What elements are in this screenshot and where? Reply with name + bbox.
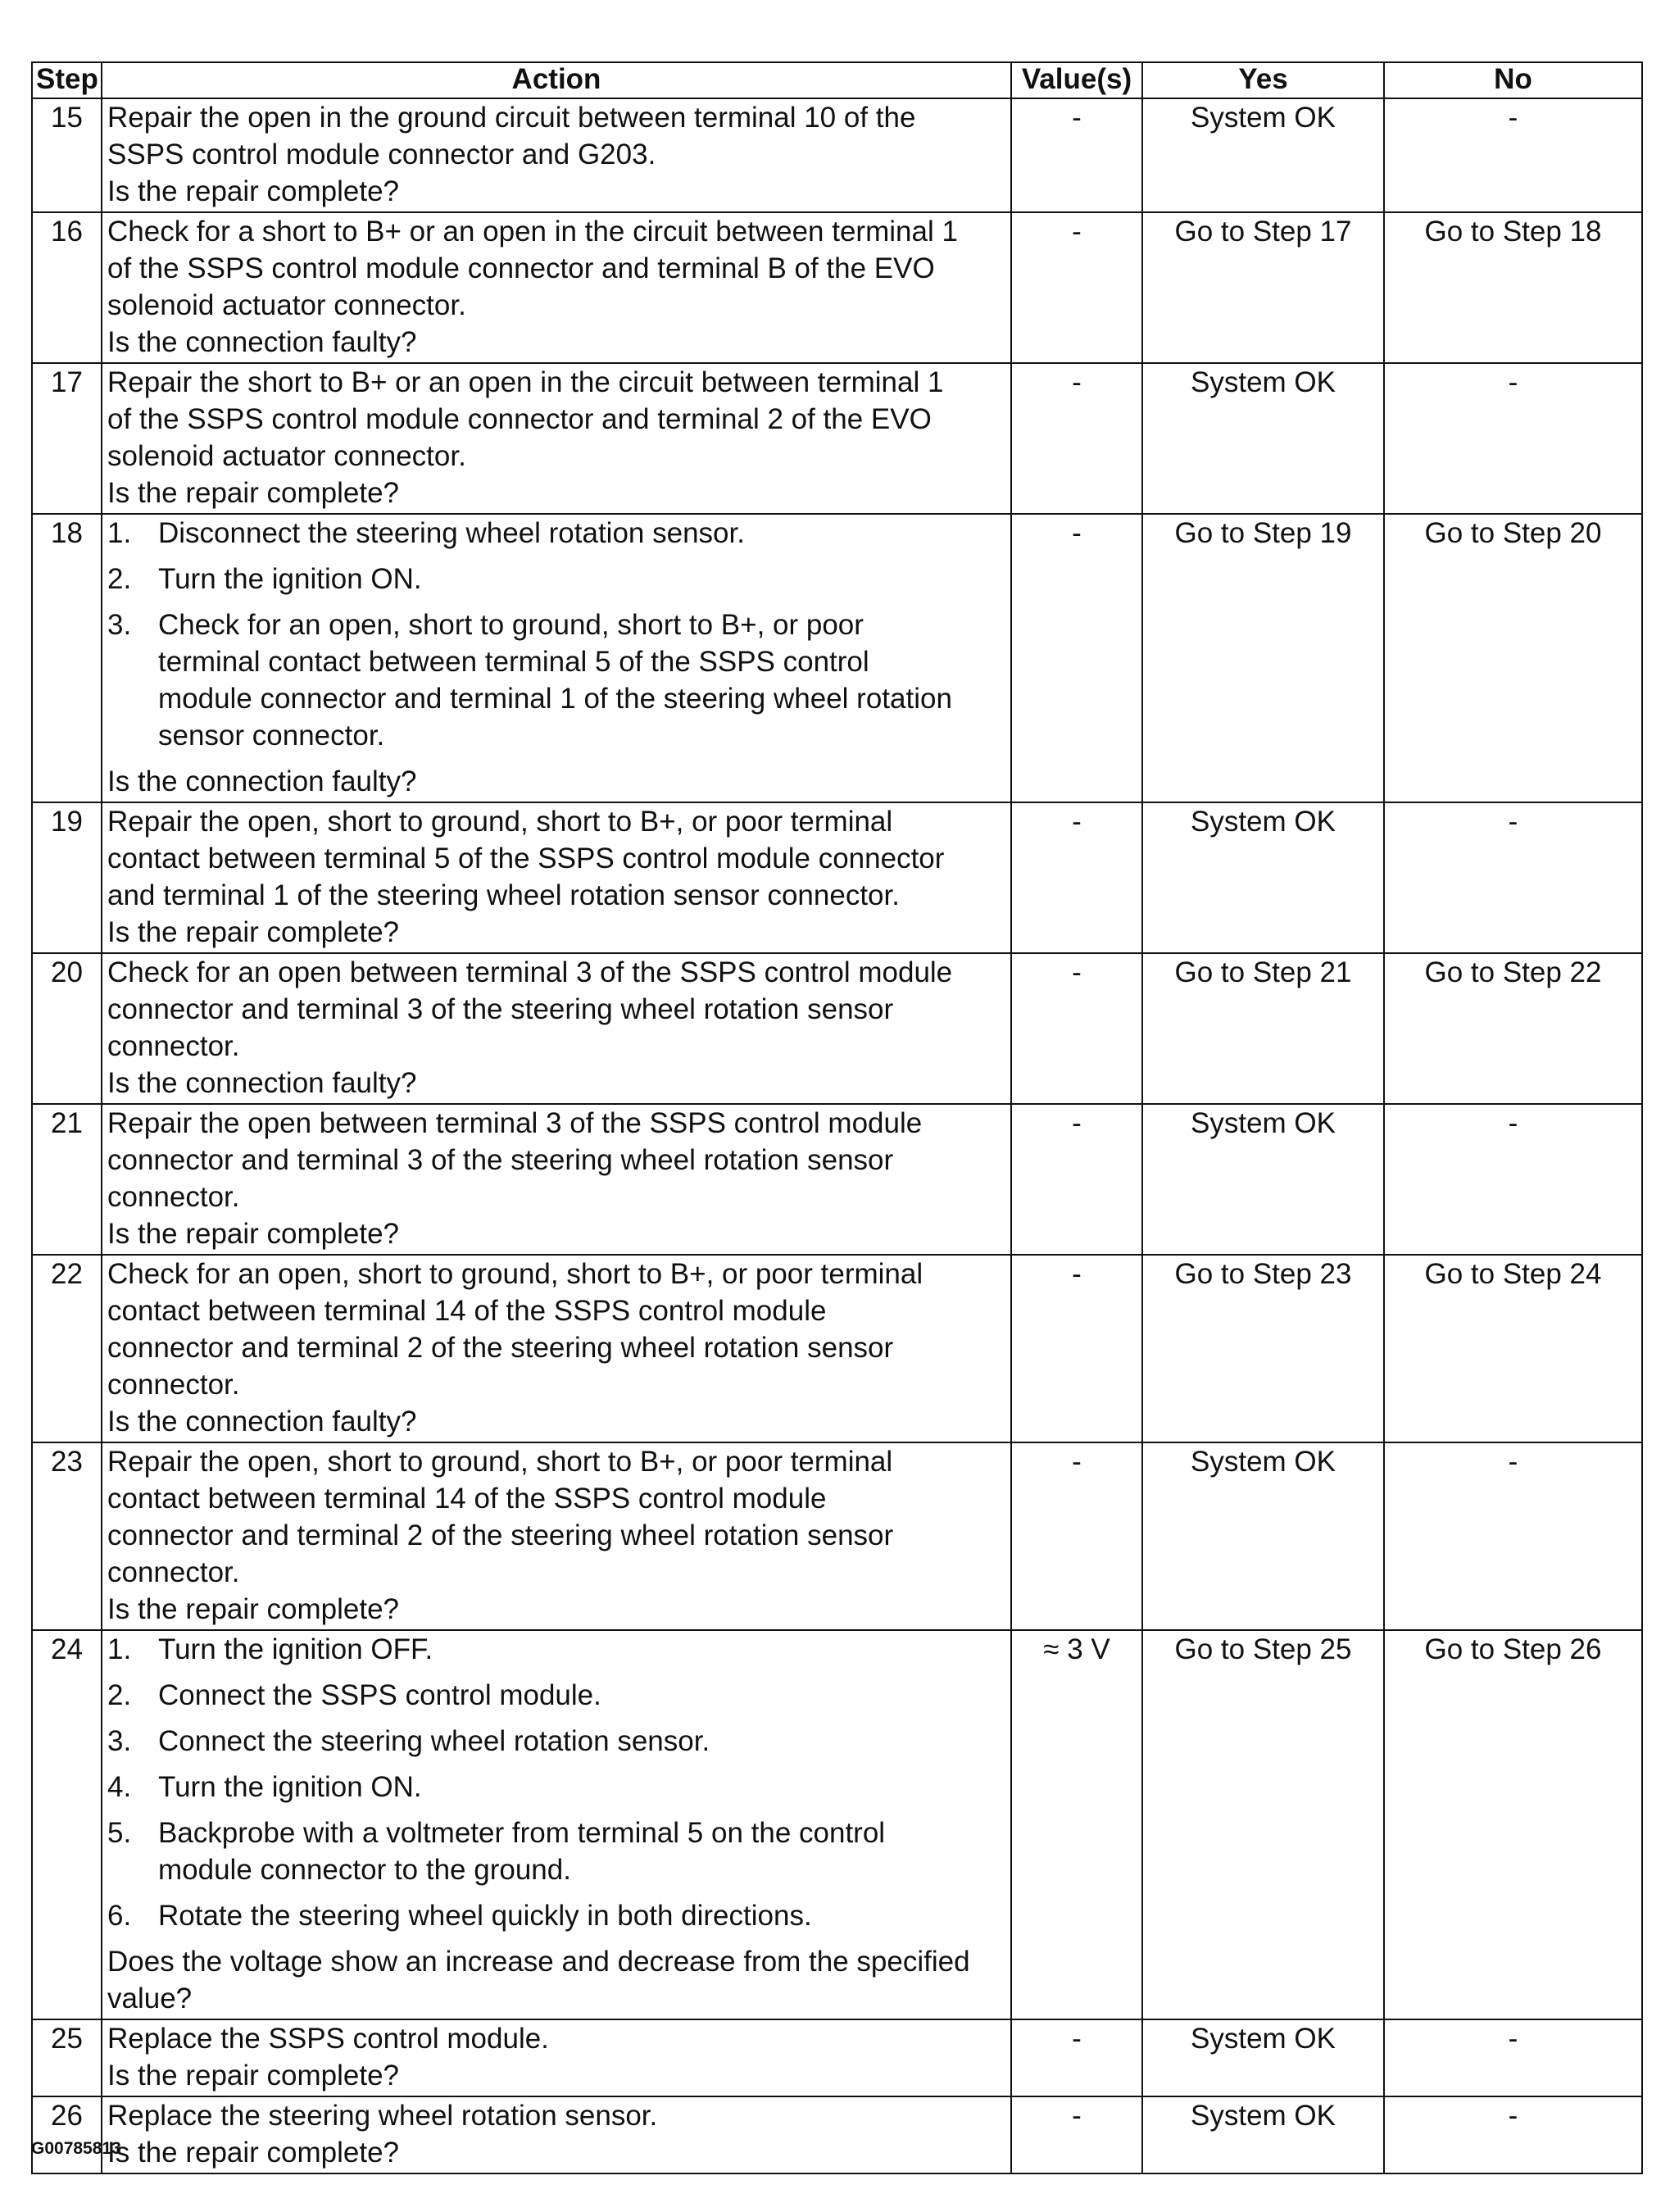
substep-text: Turn the ignition OFF. (158, 1633, 433, 1665)
table-row (32, 2019, 1642, 2096)
no-cell: Go to Step 18 (1384, 212, 1642, 363)
substep-item (107, 1631, 1007, 1668)
action-text: contact between terminal 5 of the SSPS control module connector (107, 843, 945, 874)
substep-item (107, 1897, 1007, 1934)
substep-text: Backprobe with a voltmeter from terminal 5 on the control (158, 1817, 886, 1849)
value-cell: - (1011, 514, 1142, 802)
action-text: connector. (107, 1369, 240, 1401)
action-text: connector. (107, 1556, 240, 1588)
yes-cell: System OK (1142, 802, 1384, 953)
action-text: solenoid actuator connector. (107, 289, 466, 321)
yes-cell: Go to Step 21 (1142, 953, 1384, 1104)
header-no: No (1384, 62, 1642, 98)
value-cell: - (1011, 802, 1142, 953)
action-cell (102, 514, 1011, 802)
diagnostic-table (31, 61, 1643, 2174)
action-cell (102, 1104, 1011, 1255)
substep-item (107, 515, 1007, 552)
yes-cell: Go to Step 23 (1142, 1255, 1384, 1442)
action-cell (102, 953, 1011, 1104)
action-text: Replace the steering wheel rotation sensor. (107, 2100, 658, 2132)
table-row (32, 1630, 1642, 2019)
action-cell (102, 1442, 1011, 1630)
yes-cell: System OK (1142, 363, 1384, 514)
no-cell: - (1384, 1442, 1642, 1630)
header-action: Action (102, 62, 1011, 98)
step-number: 19 (32, 802, 102, 953)
question-text: Is the repair complete? (107, 2137, 400, 2169)
action-text: contact between terminal 14 of the SSPS control module (107, 1483, 827, 1515)
question-text: Is the repair complete? (107, 1593, 400, 1625)
substep-item (107, 606, 1007, 754)
action-cell (102, 802, 1011, 953)
no-cell: - (1384, 98, 1642, 212)
substep-text: Turn the ignition ON. (158, 1771, 422, 1803)
yes-cell: Go to Step 25 (1142, 1630, 1384, 2019)
step-number: 21 (32, 1104, 102, 1255)
no-cell: - (1384, 2096, 1642, 2173)
value-cell: - (1011, 1104, 1142, 1255)
no-cell: - (1384, 1104, 1642, 1255)
substep-number: 3. (107, 609, 132, 641)
substep-list (107, 1631, 1007, 1934)
question-text: Is the repair complete? (107, 1218, 400, 1250)
step-number: 15 (32, 98, 102, 212)
action-text: connector and terminal 2 of the steering wheel rotation sensor (107, 1519, 894, 1551)
substep-item (107, 1815, 1007, 1888)
action-cell (102, 2096, 1011, 2173)
action-text: and terminal 1 of the steering wheel rotation sensor connector. (107, 879, 900, 911)
action-text: connector and terminal 3 of the steering wheel rotation sensor (107, 1144, 894, 1176)
action-text: connector and terminal 3 of the steering wheel rotation sensor (107, 993, 894, 1025)
substep-number: 3. (107, 1725, 132, 1757)
table-header-row (32, 62, 1642, 98)
action-cell (102, 1630, 1011, 2019)
substep-item (107, 561, 1007, 597)
header-step: Step (32, 62, 102, 98)
action-text: Repair the open, short to ground, short to B+, or poor terminal (107, 1446, 893, 1478)
question-text: Is the connection faulty? (107, 1067, 417, 1099)
yes-cell: System OK (1142, 1104, 1384, 1255)
substep-text: sensor connector. (158, 720, 385, 752)
action-cell (102, 212, 1011, 363)
action-text: of the SSPS control module connector and terminal 2 of the EVO (107, 403, 932, 435)
action-text: Repair the open between terminal 3 of the SSPS control module (107, 1107, 923, 1139)
substep-number: 1. (107, 1633, 132, 1665)
header-value: Value(s) (1011, 62, 1142, 98)
no-cell: - (1384, 2019, 1642, 2096)
value-cell: - (1011, 212, 1142, 363)
action-text: contact between terminal 14 of the SSPS control module (107, 1295, 827, 1327)
substep-item (107, 1677, 1007, 1714)
table-row (32, 514, 1642, 802)
substep-item (107, 1723, 1007, 1760)
substep-list (107, 515, 1007, 754)
value-cell: ≈ 3 V (1011, 1630, 1142, 2019)
no-cell: Go to Step 26 (1384, 1630, 1642, 2019)
table-row (32, 98, 1642, 212)
action-cell (102, 98, 1011, 212)
substep-text: Check for an open, short to ground, short to B+, or poor (158, 609, 864, 641)
table-row (32, 802, 1642, 953)
action-text: connector and terminal 2 of the steering wheel rotation sensor (107, 1332, 894, 1364)
step-number: 26 (32, 2096, 102, 2173)
question-text: Is the connection faulty? (107, 326, 417, 358)
action-text: Repair the open in the ground circuit between terminal 10 of the (107, 102, 916, 134)
substep-text: Disconnect the steering wheel rotation sensor. (158, 517, 745, 549)
substep-number: 2. (107, 563, 132, 595)
substep-number: 5. (107, 1817, 132, 1849)
action-text: Check for an open, short to ground, short to B+, or poor terminal (107, 1258, 923, 1290)
no-cell: Go to Step 20 (1384, 514, 1642, 802)
step-number: 20 (32, 953, 102, 1104)
action-cell (102, 2019, 1011, 2096)
action-text: SSPS control module connector and G203. (107, 139, 656, 170)
step-number: 17 (32, 363, 102, 514)
table-row (32, 212, 1642, 363)
action-text: connector. (107, 1030, 240, 1062)
substep-text: module connector to the ground. (158, 1854, 571, 1886)
no-cell: - (1384, 363, 1642, 514)
step-number: 25 (32, 2019, 102, 2096)
substep-text: Connect the steering wheel rotation sensor. (158, 1725, 710, 1757)
substep-text: Connect the SSPS control module. (158, 1679, 601, 1711)
table-row (32, 1442, 1642, 1630)
question-text: Is the repair complete? (107, 477, 400, 509)
action-text: Repair the open, short to ground, short to B+, or poor terminal (107, 806, 893, 838)
table-row (32, 1104, 1642, 1255)
substep-number: 4. (107, 1771, 132, 1803)
yes-cell: System OK (1142, 2096, 1384, 2173)
action-text: connector. (107, 1181, 240, 1213)
substep-number: 2. (107, 1679, 132, 1711)
table-row (32, 363, 1642, 514)
no-cell: Go to Step 22 (1384, 953, 1642, 1104)
value-cell: - (1011, 1255, 1142, 1442)
value-cell: - (1011, 2096, 1142, 2173)
value-cell: - (1011, 363, 1142, 514)
question-text: Is the connection faulty? (107, 765, 417, 797)
action-text: solenoid actuator connector. (107, 440, 466, 472)
action-cell (102, 1255, 1011, 1442)
value-cell: - (1011, 953, 1142, 1104)
substep-text: module connector and terminal 1 of the steering wheel rotation (158, 683, 952, 715)
yes-cell: System OK (1142, 1442, 1384, 1630)
question-text: Is the repair complete? (107, 916, 400, 948)
table-row (32, 953, 1642, 1104)
action-text: Repair the short to B+ or an open in the circuit between terminal 1 (107, 366, 944, 398)
no-cell: - (1384, 802, 1642, 953)
question-text: Is the repair complete? (107, 175, 400, 207)
substep-text: terminal contact between terminal 5 of the SSPS control (158, 646, 869, 678)
question-text: Is the connection faulty? (107, 1406, 417, 1438)
action-text: of the SSPS control module connector and terminal B of the EVO (107, 252, 935, 284)
substep-number: 1. (107, 517, 132, 549)
header-yes: Yes (1142, 62, 1384, 98)
no-cell: Go to Step 24 (1384, 1255, 1642, 1442)
step-number: 22 (32, 1255, 102, 1442)
substep-item (107, 1769, 1007, 1805)
value-cell: - (1011, 1442, 1142, 1630)
substep-text: Rotate the steering wheel quickly in both directions. (158, 1900, 812, 1932)
action-cell (102, 363, 1011, 514)
substep-number: 6. (107, 1900, 132, 1932)
action-text: Check for a short to B+ or an open in the circuit between terminal 1 (107, 216, 958, 248)
step-number: 16 (32, 212, 102, 363)
action-text: Replace the SSPS control module. (107, 2023, 549, 2055)
document-code: G00785813 (31, 2139, 121, 2158)
step-number: 24 (32, 1630, 102, 2019)
substep-text: Turn the ignition ON. (158, 563, 422, 595)
action-text: Check for an open between terminal 3 of the SSPS control module (107, 956, 953, 988)
question-text: Does the voltage show an increase and decrease from the specified value? (107, 1946, 970, 2014)
table-row (32, 1255, 1642, 1442)
yes-cell: System OK (1142, 2019, 1384, 2096)
value-cell: - (1011, 98, 1142, 212)
value-cell: - (1011, 2019, 1142, 2096)
step-number: 18 (32, 514, 102, 802)
table-row (32, 2096, 1642, 2173)
step-number: 23 (32, 1442, 102, 1630)
table-body (32, 98, 1642, 2173)
yes-cell: Go to Step 17 (1142, 212, 1384, 363)
yes-cell: System OK (1142, 98, 1384, 212)
yes-cell: Go to Step 19 (1142, 514, 1384, 802)
question-text: Is the repair complete? (107, 2060, 400, 2092)
